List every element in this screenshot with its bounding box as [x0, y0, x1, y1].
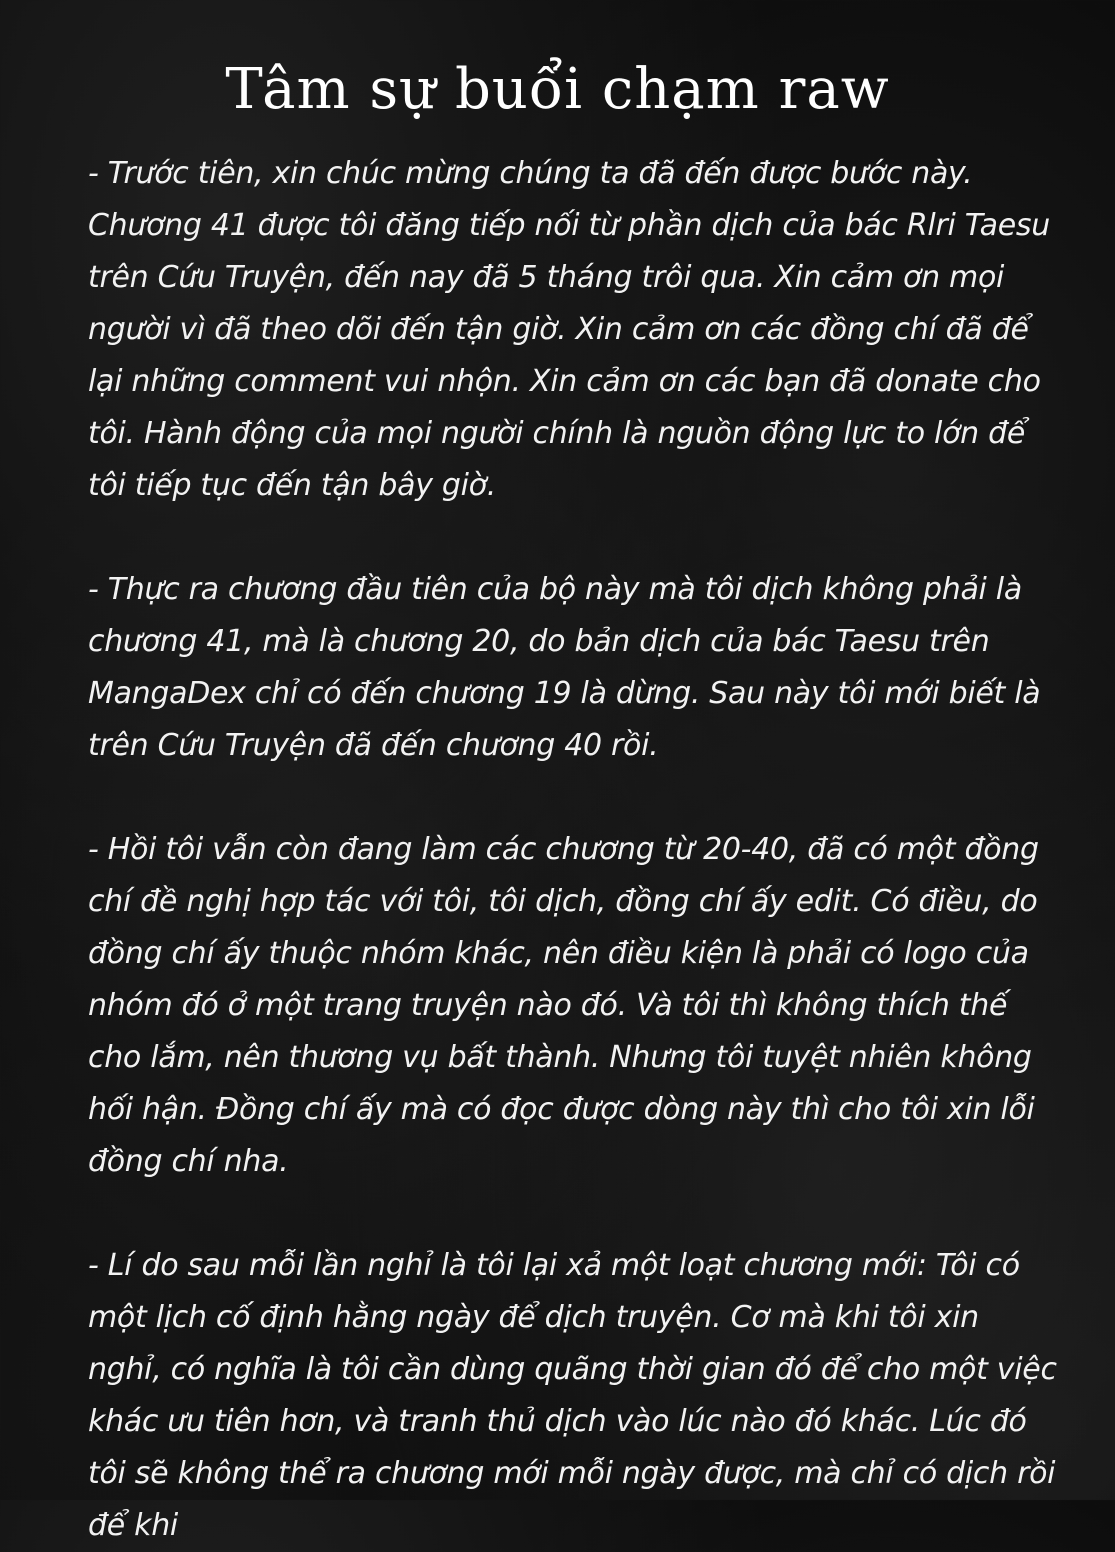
paragraph-first-chapter: - Thực ra chương đầu tiên của bộ này mà tôi dịch không phải là chương 41, mà là chương 20, do bản dịch của bác Taesu trên MangaDex chỉ có đến chương 19 là dừng. Sau này tôi mới biết là trên Cứu Truyện đã đến chương 40 rồi.	[88, 572, 1041, 763]
paragraph-congratulations: - Trước tiên, xin chúc mừng chúng ta đã đến được bước này. Chương 41 được tôi đăng tiếp nối từ phần dịch của bác Rlri Taesu trên Cứu Truyện, đến nay đã 5 tháng trôi qua. Xin cảm ơn mọi người vì đã theo dõi đến tận giờ. Xin cảm ơn các đồng chí đã để lại những comment vui nhộn. Xin cảm ơn các bạn đã donate cho tôi. Hành động của mọi người chính là nguồn động lực to lớn để tôi tiếp tục đến tận bây giờ.	[88, 156, 1050, 503]
notes-body	[88, 148, 1058, 1552]
paragraph-collaboration: - Hồi tôi vẫn còn đang làm các chương từ 20-40, đã có một đồng chí đề nghị hợp tác với tôi, tôi dịch, đồng chí ấy edit. Có điều, do đồng chí ấy thuộc nhóm khác, nên điều kiện là phải có logo của nhóm đó ở một trang truyện nào đó. Và tôi thì không thích thế cho lắm, nên thương vụ bất thành. Nhưng tôi tuyệt nhiên không hối hận. Đồng chí ấy mà có đọc được dòng này thì cho tôi xin lỗi đồng chí nha.	[88, 832, 1039, 1179]
page-title: Tâm sự buổi chạm raw	[225, 57, 890, 122]
paragraph-release-schedule: - Lí do sau mỗi lần nghỉ là tôi lại xả một loạt chương mới: Tôi có một lịch cố định hằng ngày để dịch truyện. Cơ mà khi tôi xin nghỉ, có nghĩa là tôi cần dùng quãng thời gian đó để cho một việc khác ưu tiên hơn, và tranh thủ dịch vào lúc nào đó khác. Lúc đó tôi sẽ không thể ra chương mới mỗi ngày được, mà chỉ có dịch rồi để khi	[88, 1248, 1057, 1543]
